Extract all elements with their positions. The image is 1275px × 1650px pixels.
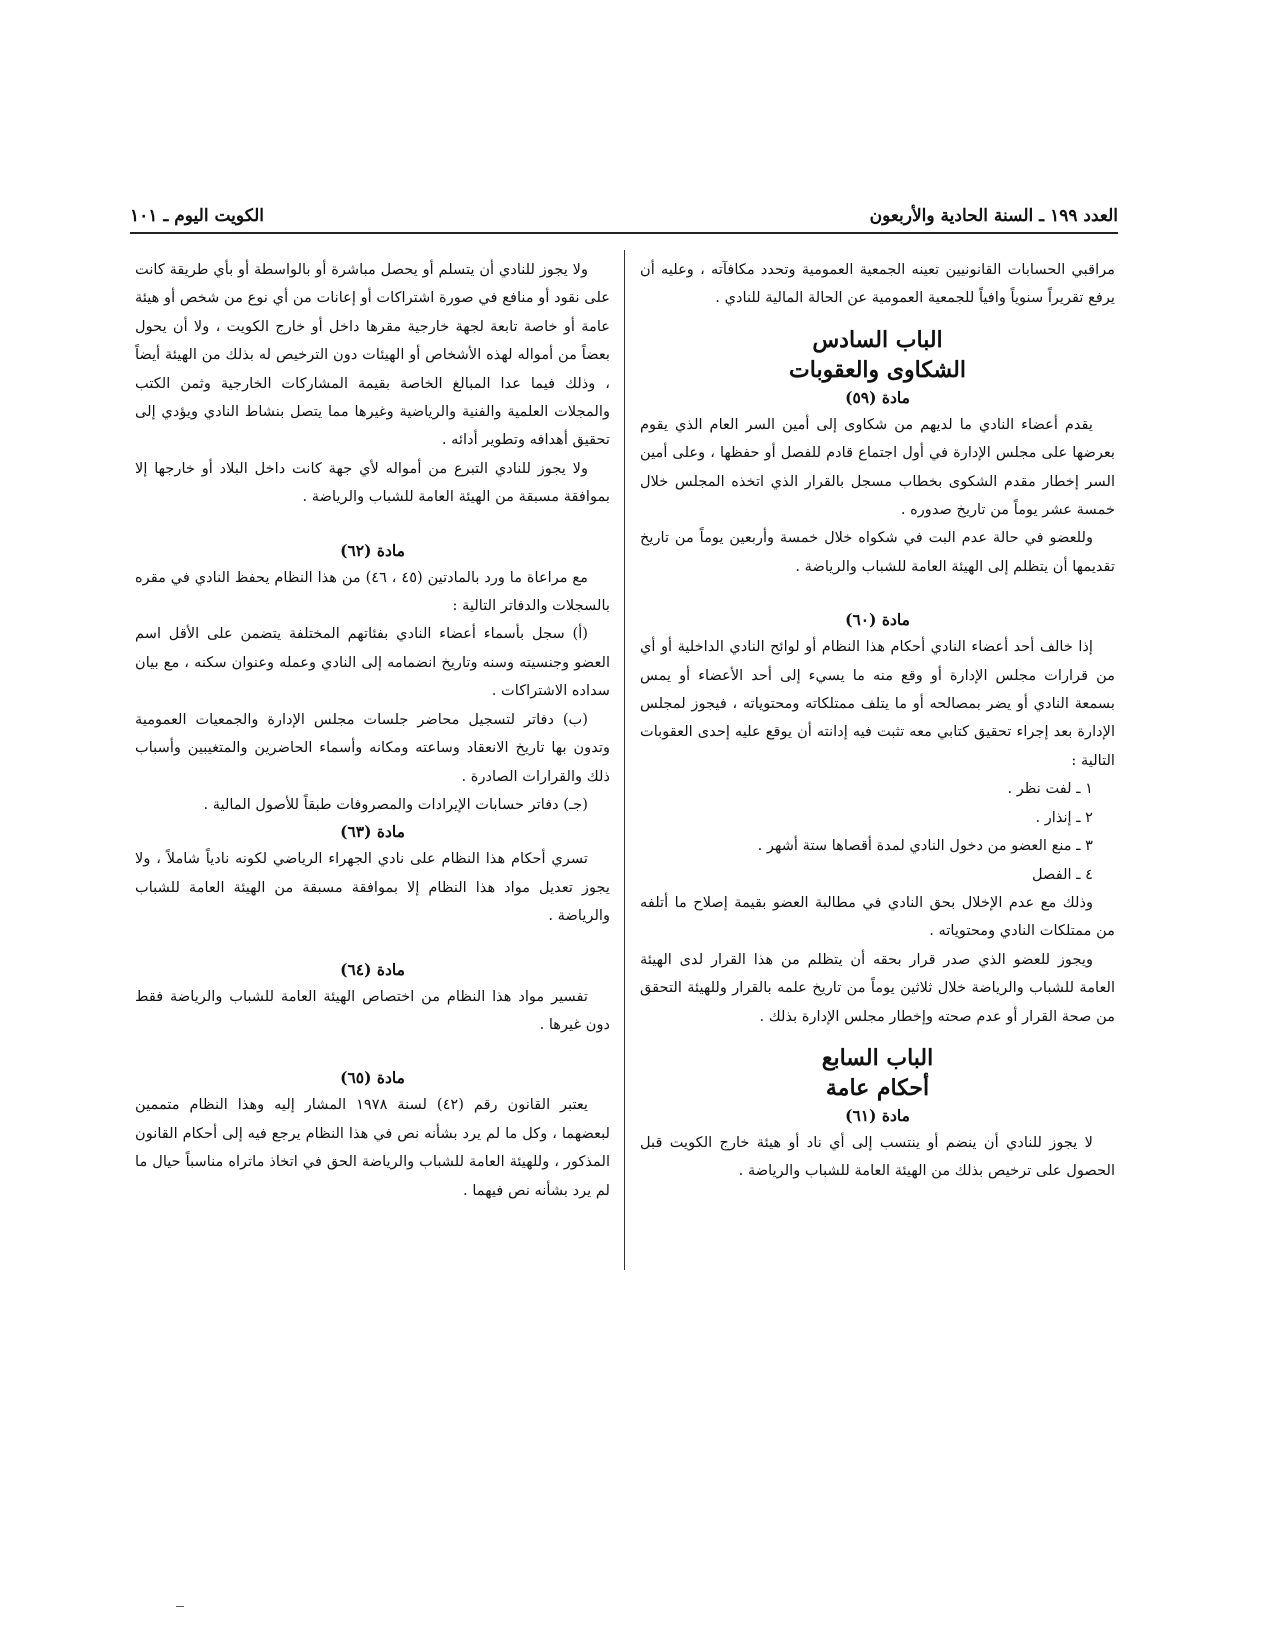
- article-63-paragraph-1: تسري أحكام هذا النظام على نادي الجهراء الرياضي لكونه نادياً شاملاً ، ولا يجوز تعديل مواد هذا النظام إلا بموافقة مسبقة من الهيئة العامة للشباب والرياضة .: [135, 850, 610, 925]
- publication-page-label: الكويت اليوم ـ ١٠١: [130, 206, 264, 226]
- article-59-title: مادة (٥٩): [845, 387, 910, 407]
- article-62-title: مادة (٦٢): [340, 540, 405, 560]
- article-62-item-b: (ب) دفاتر لتسجيل محاضر جلسات مجلس الإدارة والجمعيات العمومية وتدون بها تاريخ الانعقاد وساعته ومكانه وأسماء الحاضرين والمتغيبين وأسباب ذلك والقرارات الصادرة .: [135, 710, 610, 785]
- chapter-6-subtitle: الشكاوى والعقوبات: [789, 356, 966, 383]
- penalty-item: ٤ ـ الفصل: [1032, 865, 1093, 883]
- intro-paragraph: مراقبي الحسابات القانونيين تعينه الجمعية العمومية وتحدد مكافآته ، وعليه أن يرفع تقريراً سنوياً وافياً للجمعية العمومية عن الحالة المالية للنادي .: [640, 261, 1115, 307]
- chapter-6-title: الباب السادس: [812, 326, 943, 353]
- article-65-title: مادة (٦٥): [340, 1068, 405, 1088]
- article-61-paragraph-1: لا يجوز للنادي أن ينضم أو ينتسب إلى أي ناد أو هيئة خارج الكويت قبل الحصول على ترخيص بذلك من الهيئة العامة للشباب والرياضة .: [640, 1133, 1115, 1180]
- page-header: [130, 206, 1118, 230]
- article-64-title: مادة (٦٤): [340, 959, 405, 979]
- article-59-paragraph-2: وللعضو في حالة عدم البت في شكواه خلال خمسة وأربعين يوماً من تاريخ تقديمها أن يتظلم إلى الهيئة العامة للشباب والرياضة .: [640, 529, 1115, 575]
- article-60-paragraph-2: وذلك مع عدم الإخلال بحق النادي في مطالبة العضو بقيمة إصلاح ما أتلفه من ممتلكات النادي ومحتوياته .: [640, 893, 1115, 940]
- article-60-title: مادة (٦٠): [845, 610, 910, 630]
- left-column: [135, 256, 610, 1205]
- column-divider: [624, 250, 625, 1270]
- article-62-paragraph-1: مع مراعاة ما ورد بالمادتين (٤٥ ، ٤٦) من هذا النظام يحفظ النادي في مقره بالسجلات والدفاتر التالية :: [135, 568, 610, 615]
- issue-label: العدد ١٩٩ ـ السنة الحادية والأربعون: [869, 206, 1118, 226]
- article-62-item-c: (جـ) دفاتر حسابات الإيرادات والمصروفات طبقاً للأصول المالية .: [203, 795, 588, 813]
- penalty-item: ٣ ـ منع العضو من دخول النادي لمدة أقصاها ستة أشهر .: [757, 837, 1093, 855]
- article-65-paragraph-1: يعتبر القانون رقم (٤٢) لسنة ١٩٧٨ المشار إليه وهذا النظام متممين لبعضهما ، وكل ما لم يرد بشأنه نص في هذا النظام يرجع فيه إلى أحكام القانون المذكور ، وللهيئة العامة للشباب والرياضة الحق في اتخاذ ماتراه مناسباً حيال ما لم يرد بشأنه نص فيهما .: [135, 1096, 610, 1199]
- penalty-item: ١ ـ لفت نظر .: [1007, 780, 1093, 798]
- left-paragraph-2: ولا يجوز للنادي التبرع من أمواله لأي جهة كانت داخل البلاد أو خارجها إلا بموافقة مسبقة من الهيئة العامة للشباب والرياضة .: [135, 459, 610, 506]
- chapter-7-title: الباب السابع: [821, 1044, 934, 1071]
- article-60-paragraph-3: ويجوز للعضو الذي صدر قرار بحقه أن يتظلم من هذا القرار لدى الهيئة العامة للشباب والرياضة خلال ثلاثين يوماً من تاريخ علمه بالقرار وللهيئة التحقق من صحة القرار أو عدم صحته وإخطار مجلس الإدارة بذلك .: [640, 950, 1115, 1025]
- right-column: [640, 256, 1115, 1186]
- article-62-item-a: (أ) سجل بأسماء أعضاء النادي بفئاتهم المختلفة يتضمن على الأقل اسم العضو وجنسيته وسنه وتاريخ انضمامه إلى النادي وعمله وعنوان سكنه ، مع بيان سداده الاشتراكات .: [135, 625, 610, 700]
- article-61-title: مادة (٦١): [845, 1105, 910, 1125]
- article-59-paragraph-1: يقدم أعضاء النادي ما لديهم من شكاوى إلى أمين السر العام الذي يقوم بعرضها على مجلس الإدارة في أول اجتماع قادم للفصل أو حفظها ، وعلى أمين السر إخطار مقدم الشكوى بخطاب مسجل بالقرار الذي اتخذه المجلس خلال خمسة عشر يوماً من تاريخ صدوره .: [640, 415, 1115, 519]
- article-64-paragraph-1: تفسير مواد هذا النظام من اختصاص الهيئة العامة للشباب والرياضة فقط دون غيرها .: [135, 987, 610, 1033]
- penalty-item: ٢ ـ إنذار .: [1035, 808, 1093, 826]
- scan-mark: [176, 1606, 184, 1607]
- header-divider: [130, 232, 1118, 234]
- article-63-title: مادة (٦٣): [340, 822, 405, 842]
- chapter-7-subtitle: أحكام عامة: [825, 1074, 930, 1101]
- article-60-paragraph-1: إذا خالف أحد أعضاء النادي أحكام هذا النظام أو لوائح النادي الداخلية أو أي من قرارات مجلس الإدارة أو وقع منه ما يسيء إلى أحد الأعضاء أو يمس بسمعة النادي أو يضر بمصالحه أو ما يتلف ممتلكاته ومحتوياته ، فيجوز لمجلس الإدارة بعد إجراء تحقيق كتابي معه تثبت فيه إدانته أن يوقع عليه إحدى العقوبات التالية :: [640, 638, 1115, 769]
- left-paragraph-1: ولا يجوز للنادي أن يتسلم أو يحصل مباشرة أو بالواسطة أو بأي طريقة كانت على نقود أو منافع في صورة اشتراكات أو إعانات من أي نوع من شخص أو هيئة عامة أو خاصة تابعة لجهة خارجية مقرها داخل أو خارج الكويت ، ولا أن يحول بعضاً من أمواله لهذه الأشخاص أو الهيئات دون الترخيص له بذلك من الهيئة أيضاً ، وذلك فيما عدا المبالغ الخاصة بقيمة المشاركات الخارجية وثمن الكتب والمجلات العلمية والفنية والرياضية وغيرها مما يتصل بنشاط النادي ويؤدي إلى تحقيق أهدافه وتطوير أدائه .: [135, 261, 610, 449]
